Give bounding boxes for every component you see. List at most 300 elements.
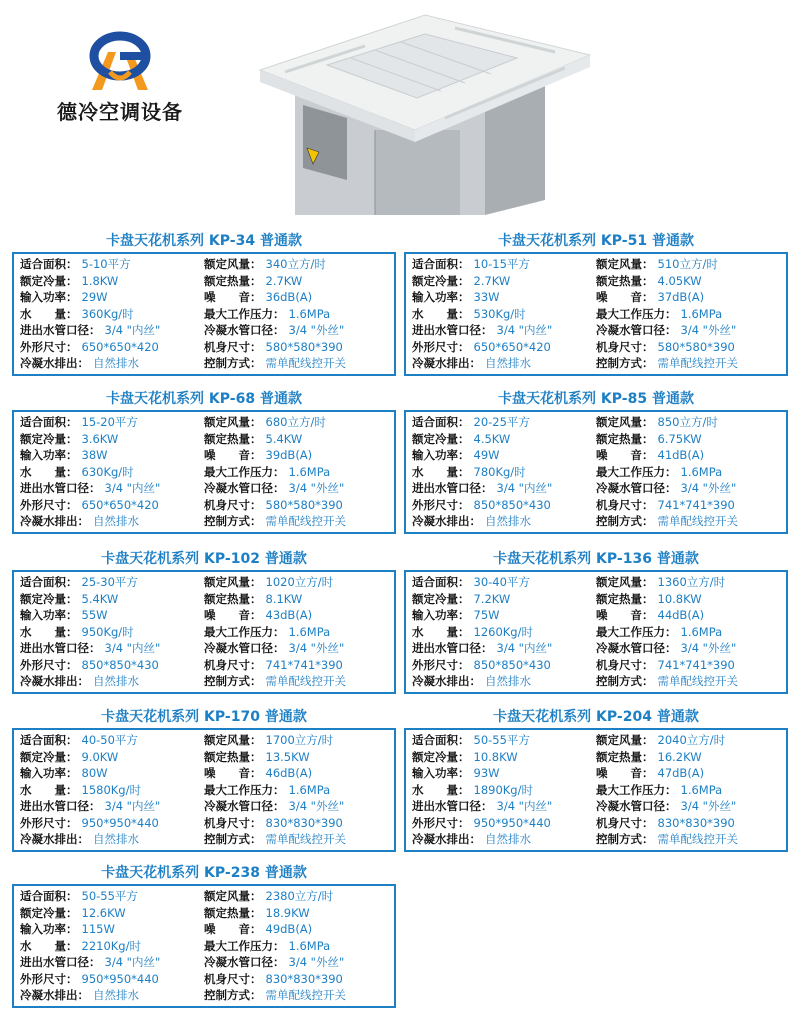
spec-label: 冷凝水管口径： [204, 641, 285, 655]
spec-value: 680立方/时 [265, 415, 326, 429]
spec-row [412, 513, 780, 530]
spec-label: 外形尺寸： [20, 657, 78, 672]
spec-value: 9.0KW [81, 749, 119, 764]
spec-label: 进出水管口径： [412, 799, 493, 813]
spec-label: 机身尺寸： [596, 339, 654, 354]
spec-label: 输入功率： [20, 290, 78, 304]
spec-row [20, 657, 388, 674]
spec-value: 46dB(A) [265, 766, 313, 780]
spec-label: 最大工作压力： [204, 938, 285, 953]
spec-value: 47dB(A) [657, 766, 705, 780]
spec-block-kp85 [404, 388, 788, 534]
spec-row [412, 765, 780, 782]
spec-label: 适合面积： [412, 733, 470, 747]
spec-value: 25-30平方 [81, 575, 138, 589]
spec-value: 15-20平方 [81, 415, 138, 429]
spec-value: 3/4 "外丝" [288, 799, 345, 813]
spec-value: 16.2KW [657, 749, 702, 764]
spec-table [12, 728, 396, 852]
spec-label: 进出水管口径： [412, 323, 493, 337]
spec-title: 卡盘天花机系列 KP-238 普通款 [101, 865, 307, 881]
spec-value: 6.75KW [657, 431, 702, 446]
spec-row [20, 749, 388, 766]
spec-value: 49dB(A) [265, 922, 313, 936]
spec-label: 外形尺寸： [412, 815, 470, 830]
spec-label: 最大工作压力： [596, 464, 677, 479]
spec-label: 额定冷量： [20, 749, 78, 764]
spec-row [412, 480, 780, 497]
spec-label: 额定热量： [204, 273, 262, 288]
spec-label: 额定冷量： [412, 749, 470, 764]
spec-value: 2380立方/时 [265, 889, 334, 903]
spec-label: 适合面积： [20, 257, 78, 271]
spec-row [412, 640, 780, 657]
spec-value: 33W [473, 290, 500, 304]
spec-label: 水 量： [20, 306, 78, 321]
spec-label: 冷凝水排出： [20, 832, 89, 846]
spec-label: 额定冷量： [412, 431, 470, 446]
spec-label: 冷凝水排出： [412, 674, 481, 688]
spec-row [412, 657, 780, 674]
spec-label: 水 量： [412, 624, 470, 639]
spec-label: 外形尺寸： [20, 497, 78, 512]
spec-row [412, 574, 780, 591]
spec-value: 12.6KW [81, 905, 126, 920]
spec-label: 最大工作压力： [204, 782, 285, 797]
spec-label: 冷凝水管口径： [596, 641, 677, 655]
spec-label: 噪 音： [596, 608, 654, 622]
spec-row [412, 447, 780, 464]
spec-row [20, 782, 388, 799]
spec-label: 冷凝水管口径： [596, 481, 677, 495]
spec-value: 需单配线控开关 [657, 832, 738, 846]
spec-label: 外形尺寸： [412, 339, 470, 354]
spec-row [20, 987, 388, 1004]
spec-label: 冷凝水排出： [412, 356, 481, 370]
spec-label: 额定冷量： [412, 591, 470, 606]
spec-value: 38W [81, 448, 108, 462]
spec-value: 需单配线控开关 [265, 988, 346, 1002]
spec-value: 3.6KW [81, 431, 119, 446]
spec-row [20, 322, 388, 339]
spec-label: 适合面积： [412, 257, 470, 271]
spec-value: 需单配线控开关 [657, 674, 738, 688]
spec-label: 额定冷量： [20, 273, 78, 288]
spec-label: 进出水管口径： [412, 641, 493, 655]
spec-label: 额定风量： [596, 733, 654, 747]
spec-value: 3/4 "内丝" [496, 481, 553, 495]
spec-label: 机身尺寸： [204, 815, 262, 830]
spec-label: 额定风量： [204, 415, 262, 429]
spec-value: 1.8KW [81, 273, 119, 288]
spec-label: 额定热量： [596, 431, 654, 446]
spec-label: 水 量： [20, 624, 78, 639]
spec-row [20, 831, 388, 848]
spec-row [20, 798, 388, 815]
spec-label: 输入功率： [412, 608, 470, 622]
spec-block-kp68 [12, 388, 396, 534]
spec-value: 需单配线控开关 [265, 674, 346, 688]
spec-row [20, 938, 388, 955]
spec-label: 机身尺寸： [596, 657, 654, 672]
spec-block-kp102 [12, 548, 396, 694]
spec-label: 冷凝水排出： [20, 356, 89, 370]
spec-row [20, 905, 388, 922]
spec-block-kp204 [404, 706, 788, 852]
spec-value: 自然排水 [485, 356, 531, 370]
spec-value: 780Kg/时 [473, 464, 526, 479]
spec-value: 360Kg/时 [81, 306, 134, 321]
spec-row [412, 497, 780, 514]
spec-value: 3/4 "外丝" [288, 481, 345, 495]
spec-label: 外形尺寸： [20, 339, 78, 354]
spec-label: 输入功率： [20, 608, 78, 622]
spec-label: 噪 音： [204, 608, 262, 622]
spec-label: 进出水管口径： [20, 799, 101, 813]
spec-label: 额定风量： [596, 257, 654, 271]
spec-label: 噪 音： [204, 448, 262, 462]
spec-value: 1890Kg/时 [473, 782, 533, 797]
spec-label: 最大工作压力： [204, 624, 285, 639]
spec-label: 额定风量： [204, 257, 262, 271]
spec-value: 需单配线控开关 [657, 356, 738, 370]
spec-label: 机身尺寸： [596, 497, 654, 512]
spec-table [404, 570, 788, 694]
spec-row [20, 464, 388, 481]
spec-block-kp136 [404, 548, 788, 694]
spec-value: 自然排水 [93, 988, 139, 1002]
spec-value: 1020立方/时 [265, 575, 334, 589]
spec-label: 额定风量： [204, 733, 262, 747]
spec-row [20, 414, 388, 431]
spec-value: 3/4 "外丝" [680, 799, 737, 813]
spec-value: 3/4 "内丝" [104, 641, 161, 655]
spec-value: 需单配线控开关 [265, 514, 346, 528]
spec-table [404, 728, 788, 852]
spec-label: 适合面积： [20, 415, 78, 429]
spec-label: 外形尺寸： [412, 657, 470, 672]
spec-value: 49W [473, 448, 500, 462]
spec-block-kp238 [12, 862, 396, 1008]
spec-row [20, 355, 388, 372]
spec-label: 控制方式： [204, 988, 262, 1002]
spec-label: 控制方式： [596, 832, 654, 846]
spec-label: 噪 音： [204, 922, 262, 936]
spec-label: 额定热量： [204, 749, 262, 764]
spec-value: 37dB(A) [657, 290, 705, 304]
spec-label: 输入功率： [412, 448, 470, 462]
spec-value: 10.8KW [473, 749, 518, 764]
spec-table [12, 410, 396, 534]
spec-value: 1.6MPa [680, 624, 723, 639]
spec-row [20, 273, 388, 290]
spec-value: 3/4 "内丝" [104, 481, 161, 495]
spec-row [20, 497, 388, 514]
spec-value: 580*580*390 [265, 339, 343, 354]
spec-label: 控制方式： [596, 356, 654, 370]
spec-label: 输入功率： [20, 766, 78, 780]
spec-row [20, 732, 388, 749]
spec-value: 3/4 "内丝" [104, 323, 161, 337]
spec-row [412, 607, 780, 624]
spec-value: 5.4KW [265, 431, 303, 446]
spec-row [412, 322, 780, 339]
spec-value: 3/4 "外丝" [288, 323, 345, 337]
spec-label: 进出水管口径： [20, 641, 101, 655]
spec-label: 控制方式： [204, 674, 262, 688]
spec-label: 机身尺寸： [204, 339, 262, 354]
spec-label: 额定热量： [596, 749, 654, 764]
spec-row [20, 624, 388, 641]
spec-value: 3/4 "内丝" [496, 323, 553, 337]
spec-label: 外形尺寸： [412, 497, 470, 512]
spec-label: 外形尺寸： [20, 815, 78, 830]
spec-label: 额定风量： [204, 575, 262, 589]
spec-value: 1.6MPa [288, 938, 331, 953]
spec-label: 冷凝水排出： [412, 832, 481, 846]
spec-value: 580*580*390 [657, 339, 735, 354]
spec-label: 冷凝水排出： [20, 988, 89, 1002]
spec-row [20, 256, 388, 273]
spec-value: 1.6MPa [288, 782, 331, 797]
spec-label: 适合面积： [20, 889, 78, 903]
spec-label: 控制方式： [204, 356, 262, 370]
spec-label: 噪 音： [596, 448, 654, 462]
spec-value: 1.6MPa [288, 464, 331, 479]
spec-row [20, 673, 388, 690]
spec-label: 机身尺寸： [204, 657, 262, 672]
spec-label: 外形尺寸： [20, 971, 78, 986]
spec-value: 3/4 "外丝" [288, 955, 345, 969]
spec-value: 741*741*390 [657, 497, 735, 512]
spec-label: 额定冷量： [20, 431, 78, 446]
spec-title: 卡盘天花机系列 KP-51 普通款 [498, 233, 694, 249]
spec-label: 额定热量： [596, 273, 654, 288]
spec-row [20, 513, 388, 530]
spec-value: 43dB(A) [265, 608, 313, 622]
spec-value: 3/4 "外丝" [288, 641, 345, 655]
spec-row [412, 256, 780, 273]
spec-title: 卡盘天花机系列 KP-34 普通款 [106, 233, 302, 249]
spec-label: 额定冷量： [412, 273, 470, 288]
spec-value: 3/4 "内丝" [104, 799, 161, 813]
spec-value: 580*580*390 [265, 497, 343, 512]
spec-label: 噪 音： [596, 766, 654, 780]
spec-value: 39dB(A) [265, 448, 313, 462]
spec-row [412, 749, 780, 766]
spec-label: 控制方式： [204, 514, 262, 528]
spec-row [412, 624, 780, 641]
spec-row [20, 815, 388, 832]
spec-label: 输入功率： [20, 448, 78, 462]
spec-value: 3/4 "外丝" [680, 641, 737, 655]
spec-value: 8.1KW [265, 591, 303, 606]
spec-value: 40-50平方 [81, 733, 138, 747]
spec-value: 29W [81, 290, 108, 304]
spec-value: 1.6MPa [288, 306, 331, 321]
spec-value: 18.9KW [265, 905, 310, 920]
spec-table [12, 884, 396, 1008]
spec-label: 适合面积： [20, 575, 78, 589]
spec-value: 3/4 "外丝" [680, 323, 737, 337]
spec-value: 55W [81, 608, 108, 622]
spec-label: 额定热量： [204, 591, 262, 606]
spec-table [12, 570, 396, 694]
spec-row [20, 640, 388, 657]
spec-label: 机身尺寸： [204, 971, 262, 986]
spec-value: 2.7KW [265, 273, 303, 288]
spec-value: 1.6MPa [680, 464, 723, 479]
spec-label: 额定冷量： [20, 591, 78, 606]
spec-value: 自然排水 [485, 514, 531, 528]
brand-logo [40, 30, 200, 130]
spec-row [20, 306, 388, 323]
spec-block-kp34 [12, 230, 396, 376]
spec-value: 850*850*430 [473, 657, 551, 672]
spec-label: 输入功率： [20, 922, 78, 936]
spec-value: 3/4 "外丝" [680, 481, 737, 495]
spec-label: 水 量： [412, 306, 470, 321]
spec-value: 1580Kg/时 [81, 782, 141, 797]
spec-label: 控制方式： [204, 832, 262, 846]
spec-row [412, 339, 780, 356]
spec-row [20, 888, 388, 905]
spec-value: 510立方/时 [657, 257, 718, 271]
spec-label: 输入功率： [412, 766, 470, 780]
spec-value: 自然排水 [93, 832, 139, 846]
spec-title: 卡盘天花机系列 KP-170 普通款 [101, 709, 307, 725]
spec-label: 冷凝水管口径： [204, 323, 285, 337]
spec-value: 650*650*420 [81, 339, 159, 354]
spec-value: 3/4 "内丝" [496, 641, 553, 655]
spec-row [20, 921, 388, 938]
spec-label: 适合面积： [412, 575, 470, 589]
spec-label: 进出水管口径： [20, 323, 101, 337]
spec-value: 41dB(A) [657, 448, 705, 462]
spec-value: 50-55平方 [81, 889, 138, 903]
spec-value: 自然排水 [485, 674, 531, 688]
spec-row [412, 273, 780, 290]
spec-value: 530Kg/时 [473, 306, 526, 321]
spec-value: 3/4 "内丝" [104, 955, 161, 969]
spec-label: 控制方式： [596, 674, 654, 688]
spec-value: 93W [473, 766, 500, 780]
spec-value: 950*950*440 [81, 815, 159, 830]
spec-value: 830*830*390 [265, 971, 343, 986]
spec-label: 噪 音： [204, 290, 262, 304]
spec-row [20, 289, 388, 306]
spec-value: 2040立方/时 [657, 733, 726, 747]
spec-value: 44dB(A) [657, 608, 705, 622]
spec-value: 80W [81, 766, 108, 780]
spec-label: 冷凝水排出： [20, 674, 89, 688]
spec-label: 额定风量： [204, 889, 262, 903]
spec-value: 1700立方/时 [265, 733, 334, 747]
spec-value: 741*741*390 [265, 657, 343, 672]
spec-label: 最大工作压力： [204, 306, 285, 321]
spec-block-kp170 [12, 706, 396, 852]
spec-table [12, 252, 396, 376]
spec-value: 自然排水 [485, 832, 531, 846]
spec-value: 1.6MPa [288, 624, 331, 639]
spec-value: 30-40平方 [473, 575, 530, 589]
spec-value: 1360立方/时 [657, 575, 726, 589]
spec-row [20, 339, 388, 356]
spec-value: 5-10平方 [81, 257, 131, 271]
spec-label: 冷凝水管口径： [204, 481, 285, 495]
spec-title: 卡盘天花机系列 KP-68 普通款 [106, 391, 302, 407]
spec-value: 650*650*420 [473, 339, 551, 354]
spec-row [20, 431, 388, 448]
spec-value: 3/4 "内丝" [496, 799, 553, 813]
spec-row [412, 815, 780, 832]
spec-value: 950Kg/时 [81, 624, 134, 639]
spec-row [412, 831, 780, 848]
spec-value: 36dB(A) [265, 290, 313, 304]
spec-row [412, 306, 780, 323]
spec-row [412, 289, 780, 306]
spec-label: 噪 音： [596, 290, 654, 304]
spec-value: 850*850*430 [473, 497, 551, 512]
spec-value: 4.05KW [657, 273, 702, 288]
spec-label: 冷凝水管口径： [596, 799, 677, 813]
spec-value: 13.5KW [265, 749, 310, 764]
spec-value: 需单配线控开关 [265, 356, 346, 370]
spec-title: 卡盘天花机系列 KP-136 普通款 [493, 551, 699, 567]
spec-value: 4.5KW [473, 431, 511, 446]
spec-value: 830*830*390 [265, 815, 343, 830]
spec-title: 卡盘天花机系列 KP-102 普通款 [101, 551, 307, 567]
spec-value: 2210Kg/时 [81, 938, 141, 953]
spec-label: 额定热量： [204, 431, 262, 446]
spec-title: 卡盘天花机系列 KP-204 普通款 [493, 709, 699, 725]
spec-row [412, 431, 780, 448]
spec-value: 需单配线控开关 [265, 832, 346, 846]
spec-row [20, 954, 388, 971]
spec-label: 额定风量： [596, 415, 654, 429]
spec-value: 需单配线控开关 [657, 514, 738, 528]
spec-value: 自然排水 [93, 674, 139, 688]
spec-value: 630Kg/时 [81, 464, 134, 479]
spec-row [20, 607, 388, 624]
spec-label: 额定热量： [204, 905, 262, 920]
spec-value: 20-25平方 [473, 415, 530, 429]
spec-row [20, 447, 388, 464]
spec-label: 冷凝水管口径： [204, 799, 285, 813]
spec-row [412, 782, 780, 799]
spec-value: 1.6MPa [680, 782, 723, 797]
spec-label: 噪 音： [204, 766, 262, 780]
spec-label: 冷凝水管口径： [596, 323, 677, 337]
spec-label: 水 量： [20, 782, 78, 797]
spec-label: 额定风量： [596, 575, 654, 589]
spec-value: 7.2KW [473, 591, 511, 606]
spec-row [20, 971, 388, 988]
spec-row [20, 765, 388, 782]
spec-value: 1.6MPa [680, 306, 723, 321]
spec-label: 水 量： [412, 782, 470, 797]
spec-label: 水 量： [20, 464, 78, 479]
spec-label: 进出水管口径： [412, 481, 493, 495]
spec-label: 最大工作压力： [596, 782, 677, 797]
spec-label: 额定热量： [596, 591, 654, 606]
spec-value: 自然排水 [93, 514, 139, 528]
spec-row [412, 464, 780, 481]
spec-label: 进出水管口径： [20, 955, 101, 969]
spec-value: 1260Kg/时 [473, 624, 533, 639]
spec-value: 950*950*440 [81, 971, 159, 986]
spec-value: 75W [473, 608, 500, 622]
